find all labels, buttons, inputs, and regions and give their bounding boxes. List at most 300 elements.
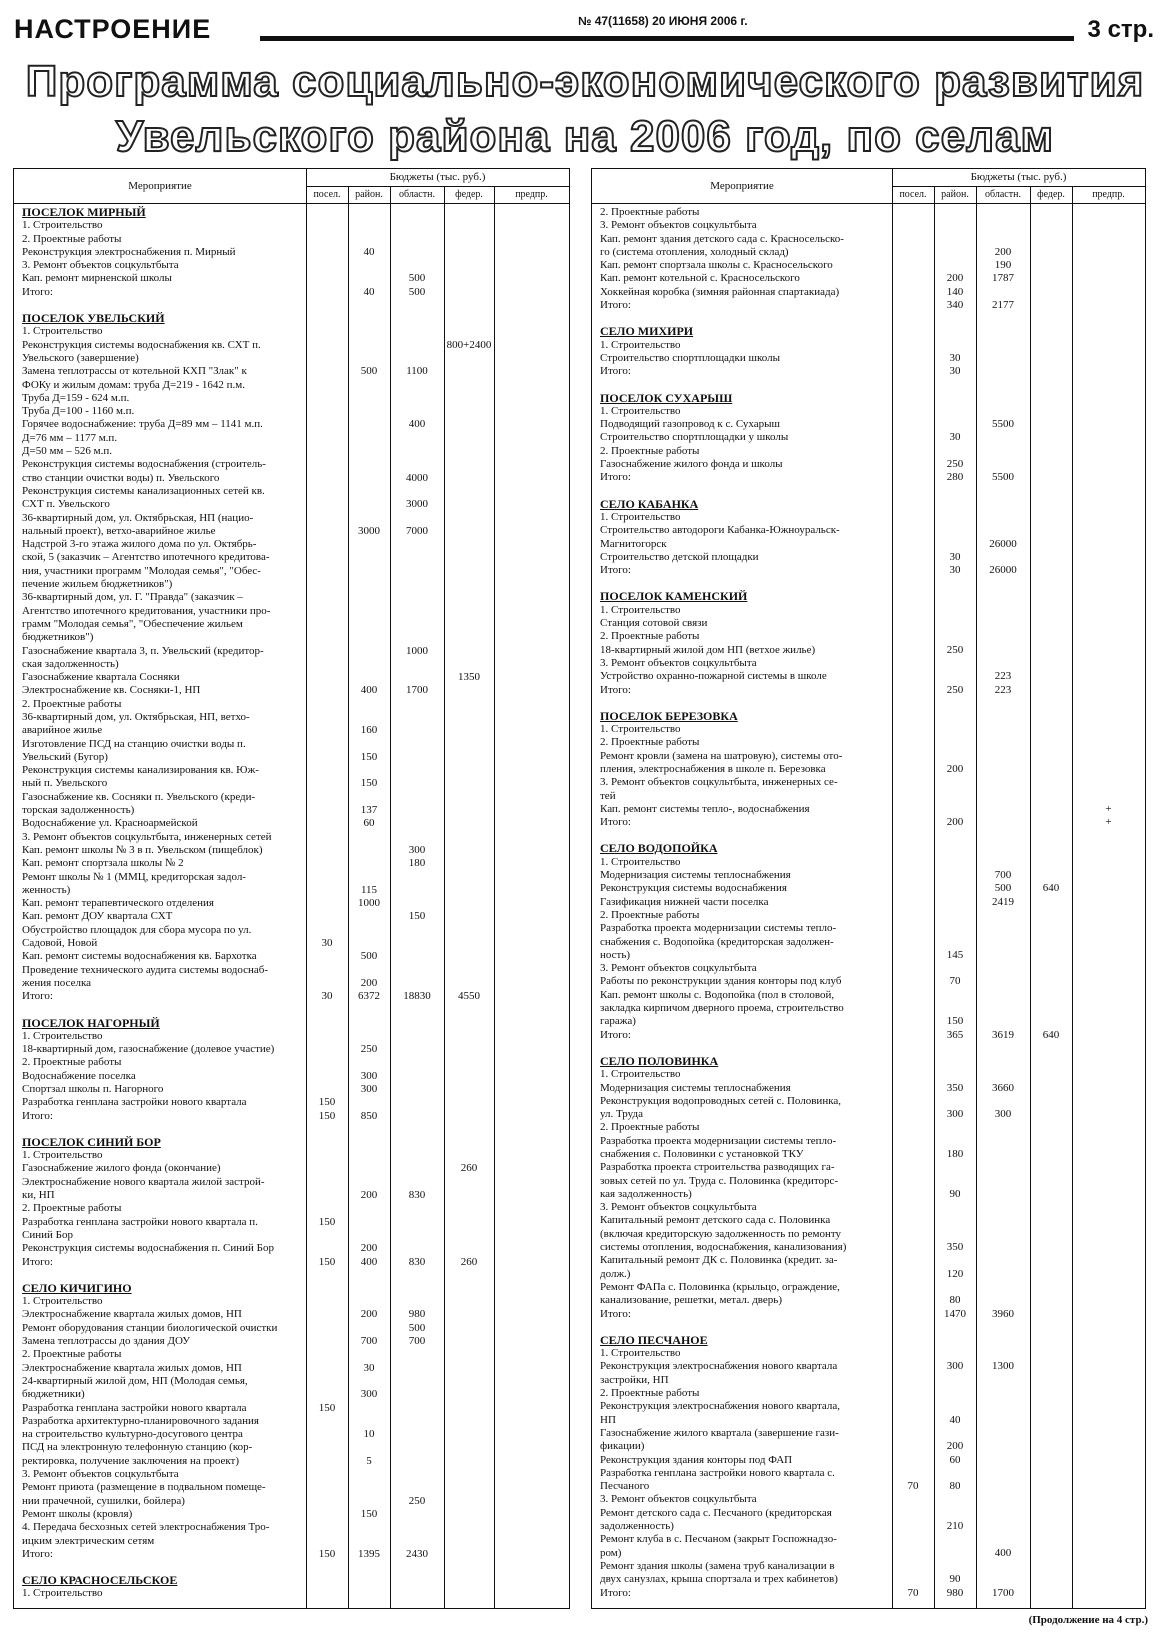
section-gap [14,1269,569,1282]
cell-rayon: 300 [946,1360,964,1373]
table-row [592,1520,1145,1533]
row-label: Кап. ремонт котельной с. Красносельского [600,272,800,285]
table-row [14,512,569,525]
row-label: Ремонт детского сада с. Песчаного (кредиторская [600,1506,832,1519]
table-row [14,1402,569,1415]
row-label: Разработка проекта строительства разводящих га- [600,1161,835,1174]
table-row [14,804,569,817]
table-row [14,698,569,711]
row-label: Работы по реконструкции здания конторы под клуб [600,975,842,988]
cell-rayon: 70 [949,975,961,988]
row-label: 36-квартирный дом, ул. Октябрьская, НП, ветхо- [22,710,250,723]
row-label: 3. Ремонт объектов соцкультбыта [600,1493,757,1506]
row-label: Итого: [22,1109,53,1122]
row-label: закладка кирпичом дверного проема, строительство [600,1002,844,1015]
row-label: женность) [22,883,71,896]
table-row [14,658,569,671]
row-label: на строительство культурно-досугового центра [22,1428,243,1441]
table-row [592,1029,1145,1042]
table-row [592,1374,1145,1387]
row-label: фикации) [600,1440,645,1453]
section-gap [592,485,1145,498]
row-label: ром) [600,1546,622,1559]
row-label: Итого: [600,564,631,577]
row-label: Итого: [22,285,53,298]
table-row [14,618,569,631]
table-row [14,405,569,418]
row-label: Строительство детской площадки [600,550,759,563]
row-label: 2. Проектные работы [600,206,700,218]
cell-oblast: 700 [408,1335,426,1348]
table-row [14,1415,569,1428]
table-row [14,857,569,870]
table-row [14,1481,569,1494]
table-row [14,1149,569,1162]
table-row [14,1322,569,1335]
row-label: 1. Строительство [600,510,681,523]
row-label: 4. Передача бесхозных сетей электроснабжения Тро- [22,1521,270,1534]
row-label: 2. Проектные работы [600,736,700,749]
table-row [592,1002,1145,1015]
table-row [592,1507,1145,1520]
table-row [592,1587,1145,1600]
row-label: нальный проект), ветхо-аварийное жилье [22,524,216,537]
cell-posel: 150 [318,1215,336,1228]
row-label: СЕЛО ПЕСЧАНОЕ [600,1332,708,1347]
row-label: 3. Ремонт объектов соцкультбыта [600,1201,757,1214]
row-label: НП [600,1413,616,1426]
cell-rayon: 210 [946,1520,964,1533]
cell-rayon: 140 [946,285,964,298]
cell-oblast: 1000 [406,644,428,657]
row-label: 36-квартирный дом, ул. Г. "Правда" (заказчик – [22,591,243,604]
row-label: 18-квартирный жилой дом НП (ветхое жилье) [600,643,816,656]
row-label: кая задолженность) [600,1187,692,1200]
section-gap [14,1004,569,1017]
cell-feder: 640 [1042,882,1060,895]
row-label: Итого: [22,990,53,1003]
row-label: 1. Строительство [22,1149,103,1162]
table-row [592,750,1145,763]
table-row [14,1083,569,1096]
section-gap [14,1123,569,1136]
cell-feder: 640 [1042,1028,1060,1041]
continuation-note: (Продолжение на 4 стр.) [1028,1614,1148,1626]
table-right [591,168,1146,1609]
table-row [14,1216,569,1229]
table-row [592,736,1145,749]
row-label: Итого: [600,365,631,378]
cell-rayon: 90 [949,1187,961,1200]
cell-rayon: 400 [360,684,378,697]
row-label: Изготовление ПСД на станцию очистки воды п. [22,737,246,750]
row-label: печение жильем бюджетников") [22,578,173,591]
section-title [14,206,569,219]
cell-posel: 150 [318,1096,336,1109]
table-row [14,1043,569,1056]
table-row [592,1573,1145,1586]
table-row [14,1242,569,1255]
table-row [14,578,569,591]
cell-oblast: 200 [994,245,1012,258]
table-row [14,711,569,724]
row-label: Реконструкция системы водоснабжения кв. СХТ п. [22,338,261,351]
row-label: Кап. ремонт школы № 3 в п. Увельском (пищеблок) [22,843,263,856]
cell-predpr: + [1105,802,1112,815]
table-row [14,325,569,338]
column-header-3: федер. [444,186,495,203]
table-row [14,1070,569,1083]
page-header [14,14,1154,48]
table-row [14,738,569,751]
row-label: 2. Проектные работы [600,1387,700,1400]
cell-posel: 150 [318,1109,336,1122]
cell-rayon: 30 [949,564,961,577]
cell-rayon: 300 [360,1388,378,1401]
row-label: гаража) [600,1015,636,1028]
table-row [592,1068,1145,1081]
cell-feder: 4550 [458,990,480,1003]
section-title [592,1334,1145,1347]
table-row [592,949,1145,962]
cell-rayon: 6372 [358,990,380,1003]
section-title [592,498,1145,511]
row-label: Песчаного [600,1480,650,1493]
headline-line-1: Программа социально-экономического развития [25,57,1145,106]
table-row [14,1468,569,1481]
cell-oblast: 2430 [406,1547,428,1560]
table-row [592,511,1145,524]
cell-posel: 150 [318,1547,336,1560]
cell-feder: 260 [460,1255,478,1268]
table-row [592,644,1145,657]
table-row [592,776,1145,789]
row-label: ул. Труда [600,1108,643,1121]
cell-rayon: 150 [360,1507,378,1520]
row-label: Кап. ремонт ДОУ квартала СХТ [22,910,173,923]
row-label: ПОСЕЛОК УВЕЛЬСКИЙ [22,311,165,326]
cell-oblast: 500 [408,1321,426,1334]
row-label: Хоккейная коробка (зимняя районная спартакиада) [600,285,840,298]
table-row [592,259,1145,272]
table-row [14,1229,569,1242]
table-row [14,1295,569,1308]
column-header-2: областн. [976,186,1031,203]
section-title [592,392,1145,405]
column-header-3: федер. [1030,186,1073,203]
table-row [14,950,569,963]
row-label: канализование, решетки, метал. дверь) [600,1294,782,1307]
table-row [14,1548,569,1561]
row-label: Спортзал школы п. Нагорного [22,1083,164,1095]
cell-rayon: 300 [946,1108,964,1121]
table-row [592,1161,1145,1174]
cell-posel: 30 [321,990,333,1003]
table-row [592,723,1145,736]
header-rule [260,36,1074,41]
table-row [592,882,1145,895]
table-row [592,1400,1145,1413]
row-label: системы отопления, водоснабжения, канализования) [600,1241,847,1254]
table-left [13,168,570,1609]
section-title [592,710,1145,723]
cell-oblast: 4000 [406,471,428,484]
cell-oblast: 250 [408,1494,426,1507]
table-row [592,1427,1145,1440]
table-row [14,1441,569,1454]
table-row [14,1189,569,1202]
headline-line-2: Увельского района на 2006 год, по селам [115,112,1055,161]
row-label: Капитальный ремонт ДК с. Половинка (кредит. за- [600,1254,838,1267]
cell-rayon: 60 [363,817,375,830]
table-row [592,233,1145,246]
table-row [592,1533,1145,1546]
cell-oblast: 26000 [989,537,1017,550]
table-row [592,989,1145,1002]
table-row [592,1214,1145,1227]
table-row [14,1096,569,1109]
cell-rayon: 250 [946,683,964,696]
table-row [14,631,569,644]
cell-rayon: 850 [360,1109,378,1122]
cell-oblast: 3000 [406,498,428,511]
cell-oblast: 7000 [406,524,428,537]
table-row [592,1082,1145,1095]
table-body [14,206,569,1601]
row-label: Итого: [22,1547,53,1560]
row-label: ки, НП [22,1189,55,1202]
table-row [14,684,569,697]
table-row [592,975,1145,988]
table-row [592,445,1145,458]
row-label: Водоснабжение ул. Красноармейской [22,817,198,830]
row-label: Ремонт ФАПа с. Половинка (крыльцо, ограждение, [600,1280,840,1293]
row-label: 3. Ремонт объектов соцкультбыта, инженерных сетей [22,830,272,843]
table-row [14,977,569,990]
table-row [14,1521,569,1534]
row-label: застройки, НП [600,1373,669,1386]
table-row [592,1188,1145,1201]
table-row [14,1110,569,1123]
table-row [592,604,1145,617]
row-label: Кап. ремонт здания детского сада с. Красносельско- [600,232,844,245]
cell-rayon: 500 [360,365,378,378]
row-label: Реконструкция здания конторы под ФАП [600,1453,793,1466]
table-row [592,617,1145,630]
table-row [14,432,569,445]
cell-oblast: 400 [994,1546,1012,1559]
cell-rayon: 5 [366,1454,372,1467]
row-label: 2. Проектные работы [600,1121,700,1134]
row-label: Ремонт кровли (замена на шатровую), системы ото- [600,749,843,762]
table-row [14,831,569,844]
cell-posel: 70 [907,1586,919,1599]
row-label: Реконструкция системы канализирования кв. Юж- [22,764,259,777]
table-row [592,272,1145,285]
cell-oblast: 5500 [992,471,1014,484]
row-label: Кап. ремонт мирненской школы [22,272,172,285]
row-label: Разработка генплана застройки нового квартала [22,1401,247,1414]
table-row [592,431,1145,444]
cell-rayon: 350 [946,1241,964,1254]
row-label: СЕЛО ВОДОПОЙКА [600,841,718,856]
cell-feder: 1350 [458,671,480,684]
row-label: 1. Строительство [600,404,681,417]
row-label: ПОСЕЛОК СУХАРЫШ [600,390,733,405]
row-label: тей [600,789,616,802]
table-row [592,418,1145,431]
row-label: Ремонт здания школы (замена труб канализации в [600,1559,835,1572]
row-label: ская задолженность) [22,657,119,670]
column-header-1: район. [934,186,977,203]
table-row [14,233,569,246]
cell-oblast: 400 [408,418,426,431]
cell-rayon: 10 [363,1428,375,1441]
column-header-2: областн. [390,186,445,203]
table-row [592,1308,1145,1321]
row-label: 1. Строительство [600,1068,681,1081]
row-label: 1. Строительство [22,1295,103,1308]
cell-oblast: 180 [408,857,426,870]
row-label: Реконструкция системы водоснабжения [600,882,787,895]
row-label: 2. Проектные работы [22,1202,122,1215]
table-row [592,246,1145,259]
table-row [592,538,1145,551]
row-label: Ремонт школы № 1 (ММЦ, кредиторская задол- [22,870,246,883]
table-row [14,246,569,259]
table-row [592,405,1145,418]
table-row [592,1560,1145,1573]
table-row [592,1347,1145,1360]
cell-rayon: 40 [363,285,375,298]
table-row [14,1162,569,1175]
row-label: Реконструкция электроснабжения п. Мирный [22,245,236,258]
row-label: ПОСЕЛОК НАГОРНЫЙ [22,1015,160,1030]
cell-rayon: 30 [363,1361,375,1374]
section-title [592,1055,1145,1068]
table-row [592,1095,1145,1108]
cell-oblast: 3619 [992,1028,1014,1041]
row-label: долж.) [600,1267,631,1280]
cell-posel: 150 [318,1255,336,1268]
row-label: 3. Ремонт объектов соцкультбыта [600,656,757,669]
cell-rayon: 150 [360,750,378,763]
table-row [592,1108,1145,1121]
section-title [14,1017,569,1030]
section-title [14,1282,569,1295]
row-label: ство станции очистки воды) п. Увельского [22,471,220,484]
row-label: Д=50 мм – 526 м.п. [22,445,112,458]
row-label: Модернизация системы теплоснабжения [600,869,791,882]
row-label: 2. Проектные работы [22,232,122,245]
cell-oblast: 500 [408,272,426,285]
section-title [592,842,1145,855]
row-label: бюджетников") [22,631,94,644]
row-label: жения поселка [22,976,92,989]
table-row [14,365,569,378]
table-row [592,936,1145,949]
row-label: Увельского (завершение) [22,351,139,364]
row-label: бюджетники) [22,1388,85,1401]
row-label: Строительство спортплощадки у школы [600,431,789,444]
cell-rayon: 340 [946,299,964,312]
table-body [592,206,1145,1600]
table-row [592,1254,1145,1267]
table-row [592,1387,1145,1400]
cell-rayon: 1470 [944,1307,966,1320]
column-header-measure: Мероприятие [14,169,307,203]
row-label: Итого: [600,1307,631,1320]
cell-rayon: 400 [360,1255,378,1268]
cell-rayon: 200 [946,1440,964,1453]
table-row [592,1241,1145,1254]
table-row [592,962,1145,975]
cell-oblast: 5500 [992,418,1014,431]
table-row [14,1455,569,1468]
cell-rayon: 120 [946,1267,964,1280]
row-label: аварийное жилье [22,724,103,737]
cell-oblast: 3960 [992,1307,1014,1320]
table-row [592,1440,1145,1453]
row-label: Разработка генплана застройки нового квартала с. [600,1466,835,1479]
row-label: Устройство охранно-пожарной системы в школе [600,670,827,683]
row-label: снабжения с. Половинки с установкой ТКУ [600,1148,804,1160]
cell-rayon: 1000 [358,897,380,910]
cell-oblast: 300 [994,1108,1012,1121]
section-gap [592,379,1145,392]
row-label: Газоснабжение жилого фонда и школы [600,458,783,471]
cell-rayon: 700 [360,1335,378,1348]
cell-oblast: 223 [994,670,1012,683]
table-row [14,884,569,897]
row-label: ПОСЕЛОК МИРНЫЙ [22,205,146,219]
table-row [592,763,1145,776]
row-label: 3. Ремонт объектов соцкультбыта [600,219,757,232]
cell-rayon: 180 [946,1148,964,1160]
cell-oblast: 26000 [989,564,1017,577]
cell-oblast: 830 [408,1255,426,1268]
row-label: Модернизация системы теплоснабжения [600,1081,791,1094]
row-label: нии прачечной, сушилки, бойлера) [22,1494,185,1507]
row-label: Труба Д=159 - 624 м.п. [22,391,130,404]
row-label: Проведение технического аудита системы водоснаб- [22,963,269,976]
row-label: СЕЛО ПОЛОВИНКА [600,1053,719,1068]
row-label: снабжения с. Водопойка (кредиторская задолжен- [600,935,834,948]
row-label: двух санузлах, крыша спортзала и трех кабинетов) [600,1573,838,1586]
cell-rayon: 200 [360,1308,378,1321]
table-row [14,751,569,764]
row-label: Газоснабжение жилого фонда (окончание) [22,1162,221,1175]
table-row [592,1493,1145,1506]
cell-rayon: 200 [360,1242,378,1255]
table-row [592,869,1145,882]
cell-oblast: 2177 [992,299,1014,312]
row-label: 1. Строительство [22,1029,103,1042]
row-label: Реконструкция системы водоснабжения п. Синий Бор [22,1242,274,1255]
cell-oblast: 980 [408,1308,426,1321]
table-row [592,1201,1145,1214]
cell-feder: 260 [460,1162,478,1175]
table-row [592,1414,1145,1427]
row-label: Газоснабжение жилого квартала (завершение гази- [600,1426,839,1439]
cell-rayon: 30 [949,365,961,378]
table-row [14,418,569,431]
table-row [14,352,569,365]
table-row [14,1587,569,1600]
table-row [14,1176,569,1189]
table-row [14,1508,569,1521]
row-label: Строительство автодороги Кабанка-Южноуральск- [600,524,840,537]
